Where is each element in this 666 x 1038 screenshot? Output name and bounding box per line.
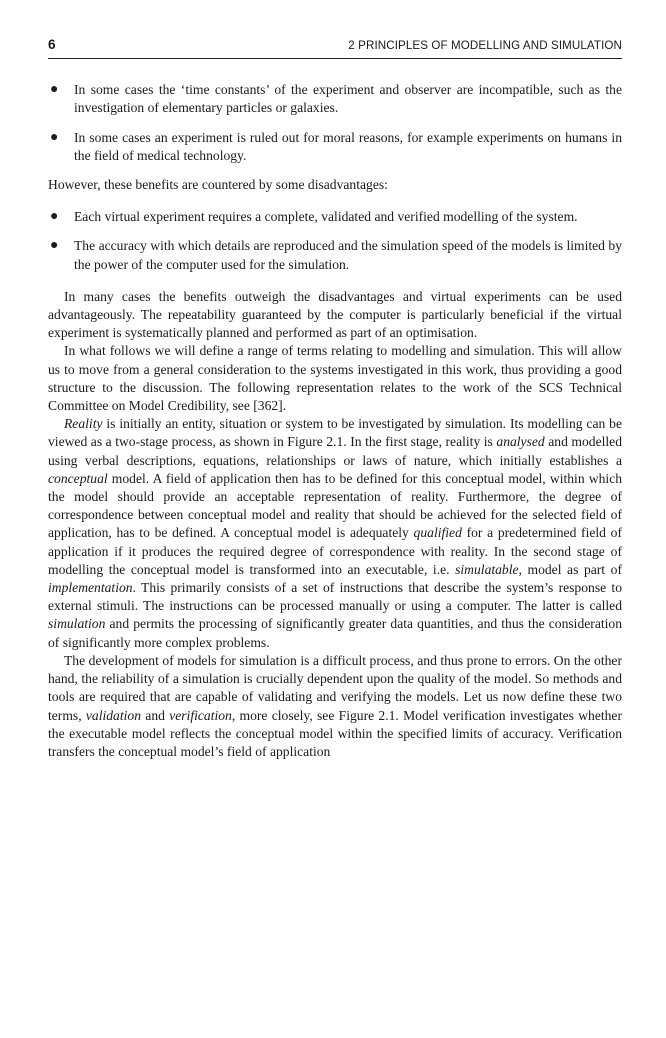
term-simulatable: simulatable [455,561,519,577]
term-implementation: implementation [48,580,133,596]
list-item-text: Each virtual experiment requires a complete, validated and verified modelling of the system. [74,209,578,225]
term-verification: verification [169,707,232,723]
book-page [48,36,622,761]
list-item [48,237,622,273]
paragraph-text: and modelled using verbal descriptions, equations, relationships or laws of nature, which initially establishes a [48,434,622,468]
list-item-text: In some cases an experiment is ruled out for moral reasons, for example experiments on humans in the field of medical technology. [74,129,622,163]
paragraph-text: , model as part of [518,561,622,577]
term-simulation: simulation [48,616,106,632]
paragraph-terms: In what follows we will define a range of terms relating to modelling and simulation. This will allow us to move from a general consideration to the systems investigated in this work, thus providing a good structure to the discussion. The following representation relates to the work of the SCS Technical Committee on Model Credibility, see [362]. [48,343,622,414]
paragraph-text: and [141,707,170,723]
bullet-list-disadvantages [48,208,622,274]
transition-sentence: However, these benefits are countered by some disadvantages: [48,177,388,193]
bullet-icon: ● [50,129,59,145]
list-item [48,208,622,226]
running-head: 2 PRINCIPLES OF MODELLING AND SIMULATION [348,39,622,52]
bullet-icon: ● [50,209,59,225]
list-item-text: The accuracy with which details are reproduced and the simulation speed of the models is limited by the power of the computer used for the simulation. [74,238,622,272]
paragraph-text: . This primarily consists of a set of instructions that describe the system’s response to external stimuli. The instructions can be processed manually or using a computer. The latter is called [48,580,622,614]
list-item [48,129,622,165]
page-number: 6 [48,37,56,52]
paragraph-benefits: In many cases the benefits outweigh the disadvantages and virtual experiments can be used advantageously. The repeatability guaranteed by the computer is particularly beneficial if the virtual experiment is systematically planned and performed as part of an optimisation. [48,288,622,341]
term-validation: validation [85,707,142,723]
paragraph-reality [48,415,622,652]
paragraph-text: model. A field of application then has to be defined for this conceptual model, within which the model should provide an acceptable representation of reality. Furthermore, the degree of correspondence between conceptual model and reality that should be achieved for the selected field of application, has to be defined. A conceptual model is adequately [48,470,622,541]
bullet-icon: ● [50,238,59,254]
paragraph-text: , more closely, see Figure 2.1. Model verification investigates whether the executable model reflects the conceptual model within the specified limits of accuracy. Verification transfers the conceptual model’s field of application [48,707,622,759]
paragraph-text: The development of models for simulation is a difficult process, and thus prone to errors. On the other hand, the reliability of a simulation is crucially dependent upon the quality of the model. So methods and tools are required that are capable of validating and verifying the models. Let us now define these two terms, [48,652,622,723]
term-qualified: qualified [413,525,462,541]
page-header [48,36,622,59]
paragraph-text: is initially an entity, situation or system to be investigated by simulation. Its modelling can be viewed as a two-stage process, as shown in Figure 2.1. In the first stage, reality is [48,416,622,450]
term-reality: Reality [64,416,103,432]
list-item [48,81,622,117]
bullet-icon: ● [50,82,59,98]
bullet-list-benefits [48,81,622,165]
paragraph-text: for a predetermined field of application if it produces the required degree of correspondence with reality. In the second stage of modelling the conceptual model is transformed into an executable, i.e. [48,525,622,577]
paragraph-validation [48,652,622,761]
list-item-text: In some cases the ‘time constants’ of the experiment and observer are incompatible, such as the investigation of elementary particles or galaxies. [74,82,622,116]
paragraph-text: and permits the processing of significantly greater data quantities, and thus the consideration of significantly more complex problems. [48,616,622,650]
term-analysed: analysed [496,434,545,450]
term-conceptual: conceptual [48,470,108,486]
